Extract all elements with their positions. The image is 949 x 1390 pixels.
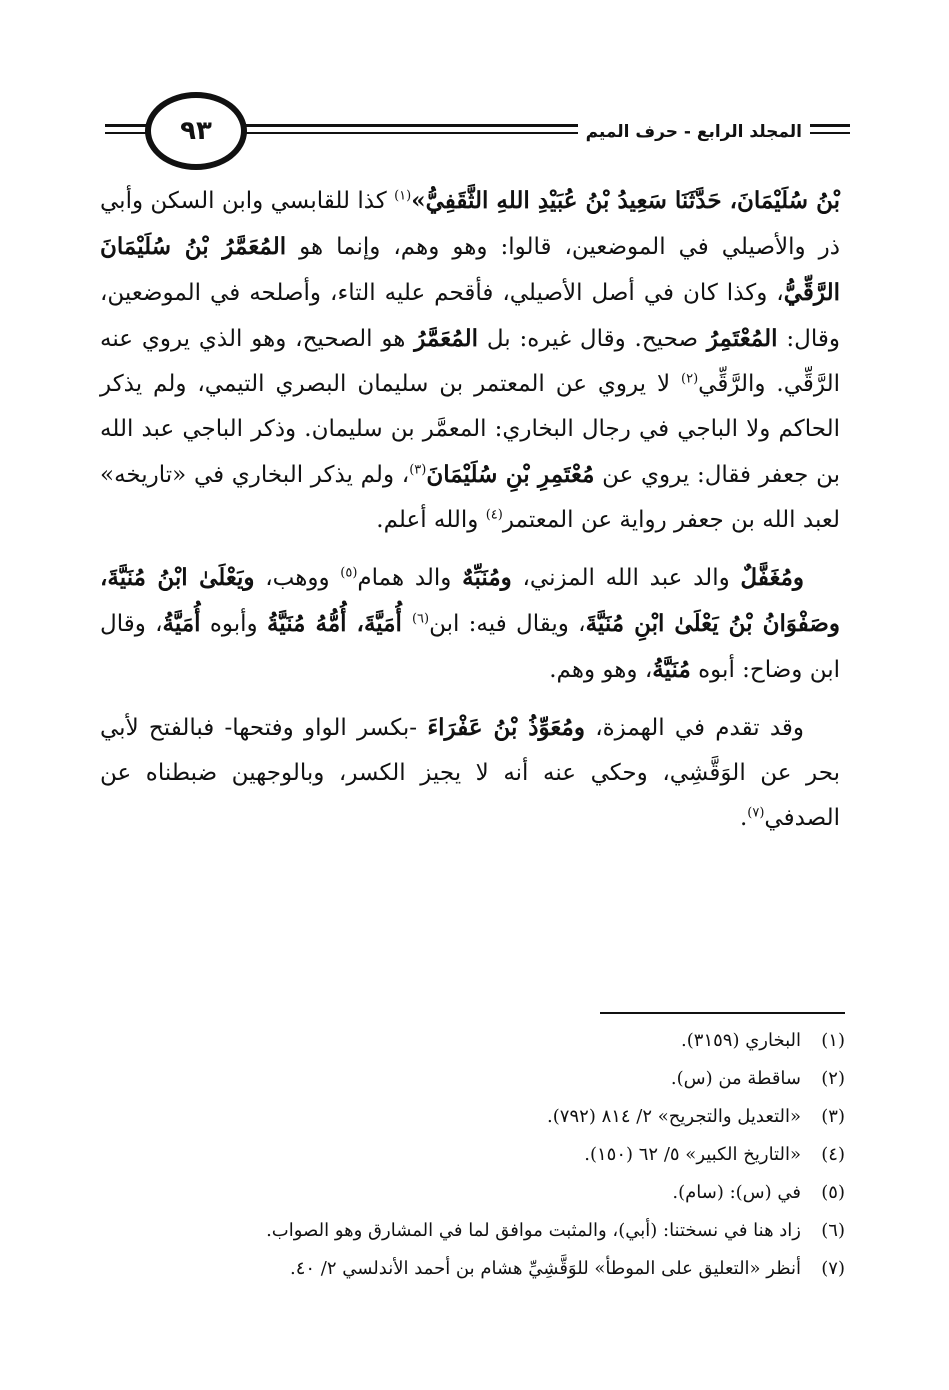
page-number-badge xyxy=(145,92,247,170)
paragraph-1 xyxy=(100,178,840,543)
footnote-text: في (س): (سام). xyxy=(672,1182,801,1203)
text-span: كذا للقابسي وابن السكن وأبي ذر والأصيلي في الموضعين، قالوا: وهو وهم، وإنما هو xyxy=(100,188,840,260)
text-span: ومُنَبِّهٌ xyxy=(462,564,512,591)
footnote-ref: (٦) xyxy=(411,611,430,627)
text-span: هو الصحيح، وهو الذي يروي عنه الرَّقِّي. والرَّقِّي xyxy=(100,326,840,397)
footnote-number: (٣) xyxy=(821,1106,845,1127)
footnote-ref: (٤) xyxy=(485,507,503,523)
paragraph-3 xyxy=(100,705,840,841)
footnote-item xyxy=(100,1022,845,1060)
main-text xyxy=(100,178,840,853)
footnote-item xyxy=(100,1098,845,1136)
footnote-number: (١) xyxy=(821,1030,845,1051)
text-span: ، وكذا كان في أصل الأصيلي، فأقحم عليه التاء، وأصلحه في الموضعين، وقال: xyxy=(100,280,840,352)
text-span: وأبوه xyxy=(200,611,267,637)
text-span: ، وقال ابن وضاح: أبوه xyxy=(100,611,840,683)
text-span: وقد تقدم في الهمزة، xyxy=(584,715,805,741)
footnote-number: (٥) xyxy=(821,1182,845,1203)
text-span: لا يروي عن المعتمر بن سليمان البصري التيمي، ولم يذكر الحاكم ولا الباجي في رجال البخاري: المعمَّر بن سليمان. وذكر الباجي عبد الله بن جعفر فقال: يروي عن xyxy=(100,371,840,488)
running-title: المجلد الرابع - حرف الميم xyxy=(578,122,810,142)
text-span: المُعَمَّرُ xyxy=(414,325,479,352)
footnote-ref: (٧) xyxy=(747,805,765,821)
footnote-text: «التعديل والتجريح» ٢/ ٨١٤ (٧٩٢). xyxy=(547,1106,801,1127)
text-span: ومُعَوِّذُ بْنُ عَفْرَاءَ xyxy=(427,714,585,741)
footnote-text: «التاريخ الكبير» ٥/ ٦٢ (١٥٠). xyxy=(584,1144,801,1165)
footnote-ref: (٢) xyxy=(681,371,699,387)
text-span: ، ويقال فيه: ابن xyxy=(429,611,586,637)
footnote-ref: (٥) xyxy=(340,565,358,581)
footnote-ref: (١) xyxy=(394,188,412,204)
text-span: أُمَيَّةَ، أُمُّهُ مُنَيَّةُ xyxy=(266,610,412,637)
text-span: ، ولم يذكر البخاري في «تاريخه» لعبد الله بن جعفر رواية عن المعتمر xyxy=(100,462,840,533)
text-span: والد همام xyxy=(357,565,463,591)
footnote-item xyxy=(100,1250,845,1288)
footnote-text: أنظر «التعليق على الموطأ» للوَقَّشِيِّ هشام بن أحمد الأندلسي ٢/ ٤٠. xyxy=(289,1258,801,1279)
footnote-ref: (٣) xyxy=(409,462,427,478)
text-span: ومُغَفَّلٌ xyxy=(740,564,804,591)
footnote-item xyxy=(100,1174,845,1212)
text-span: . xyxy=(739,805,748,831)
footnote-text: زاد هنا في نسختنا: (أبي)، والمثبت موافق لما في المشارق وهو الصواب. xyxy=(266,1220,801,1241)
text-span: مُعْتَمِرِ بْنِ سُلَيْمَانَ xyxy=(426,461,595,488)
footnotes xyxy=(100,1022,845,1288)
footnote-item xyxy=(100,1060,845,1098)
page-number: ٩٣ xyxy=(180,116,212,146)
footnote-number: (٦) xyxy=(821,1220,845,1241)
text-span: المُعَمَّرُ بْنُ سُلَيْمَانَ الرَّقِّيُّ xyxy=(100,233,840,306)
footnote-number: (٢) xyxy=(821,1068,845,1089)
text-span: بْنُ سُلَيْمَانَ، حَدَّثَنَا سَعِيدُ بْنُ عُبَيْدِ اللهِ الثَّقَفِيُّ» xyxy=(411,187,840,214)
text-span: أُمَيَّةُ xyxy=(162,610,201,637)
text-span: المُعْتَمِرُ xyxy=(706,325,778,352)
footnote-item xyxy=(100,1136,845,1174)
text-span: ووهب، xyxy=(254,565,341,591)
paragraph-2 xyxy=(100,555,840,693)
footnote-item xyxy=(100,1212,845,1250)
text-span: مُنَيَّةُ xyxy=(652,656,691,683)
text-span: والله أعلم. xyxy=(376,507,486,533)
text-span: -بكسر الواو وفتحها- فبالفتح لأبي بحر عن الوَقَّشِي، وحكي عنه أنه لا يجيز الكسر، وبالوجهين ضبطناه عن الصدفي xyxy=(100,715,840,831)
footnote-text: ساقطة من (س). xyxy=(670,1068,801,1089)
text-span: والد عبد الله المزني، xyxy=(511,565,741,591)
text-span: ، وهو وهم. xyxy=(549,657,653,683)
text-span: ويَعْلَىٰ ابْنُ مُنَيَّةَ، وصَفْوَانُ بْنُ يَعْلَىٰ ابْنِ مُنَيَّةَ xyxy=(100,564,841,637)
footnote-number: (٤) xyxy=(821,1144,845,1165)
text-span: صحيح. وقال غيره: بل xyxy=(478,326,707,352)
page-header xyxy=(105,92,850,172)
footnote-text: البخاري (٣١٥٩). xyxy=(681,1030,801,1051)
footnote-separator xyxy=(600,1012,845,1014)
footnote-number: (٧) xyxy=(821,1258,845,1279)
